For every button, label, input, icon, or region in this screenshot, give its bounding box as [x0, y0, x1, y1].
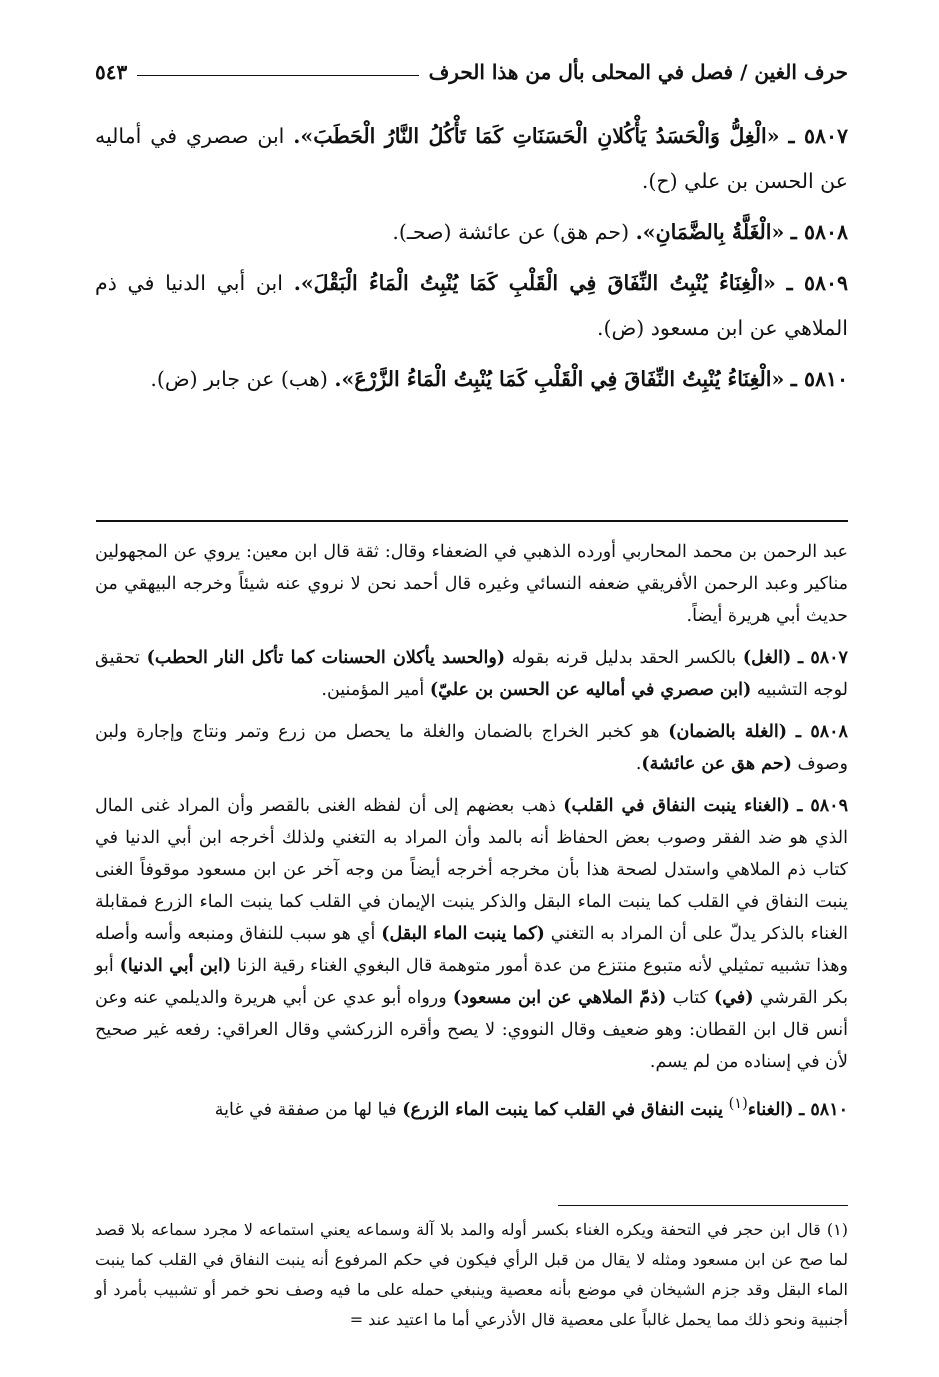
footnote-divider: [558, 1205, 848, 1206]
commentary-number: ٥٨٠٩ ـ: [797, 796, 848, 816]
hadith-5808: [95, 210, 848, 255]
commentary-lemma: (كما ينبت الماء البقل): [381, 924, 545, 944]
commentary-text: أمير المؤمنين.: [321, 680, 425, 700]
hadith-source: (حم هق) عن عائشة (صحـ).: [392, 220, 630, 244]
page-number: ٥٤٣: [95, 60, 128, 84]
hadith-list: [95, 114, 848, 408]
footnote-marker: (١): [728, 1095, 748, 1112]
commentary-continuation: عبد الرحمن بن محمد المحاربي أورده الذهبي في الضعفاء وقال: ثقة قال ابن معين: يروي عن المجهولين مناكير وعبد الرحمن الأفريقي ضعفه النسائي وغيره قال أحمد نحن لا نروي عنه شيئاً وخرجه البيهقي من حديث أبي هريرة أيضاً.: [95, 542, 848, 626]
commentary-lemma: (الغناء ينبت النفاق في القلب): [563, 796, 790, 816]
hadith-source: (هب) عن جابر (ض).: [150, 367, 328, 391]
commentary-text: كتاب: [672, 988, 708, 1008]
commentary-text: هو كخبر الخراج بالضمان والغلة ما يحصل من زرع وتمر ونتاج وإجارة ولبن وصوف: [95, 722, 848, 774]
commentary-5809: [95, 790, 848, 1078]
hadith-5810: [95, 357, 848, 402]
page-header: [95, 52, 848, 92]
hadith-source: ابن أبي الدنيا في ذم الملاهي عن ابن مسعود (ض).: [95, 271, 848, 340]
commentary-lemma: (والحسد يأكلان الحسنات كما تأكل النار الحطب): [146, 648, 506, 668]
hadith-text: «الْغِنَاءُ يُنْبِتُ النِّفَاقَ فِي الْقَلْبِ كَمَا يُنْبِتُ الْمَاءُ الزَّرْعَ».: [334, 367, 785, 391]
commentary-text: ورواه أبو عدي عن أبي هريرة والديلمي عنه وعن أنس قال ابن القطان: وهو ضعيف وقال النووي: لا يصح وأقره الزركشي وقال العراقي: رفعه غير صحيح لأن في إسناده من لم يسم.: [95, 988, 848, 1072]
hadith-5807: [95, 114, 848, 204]
hadith-text: «الْغِنَاءُ يُنْبِتُ النِّفَاقَ فِي الْقَلْبِ كَمَا يُنْبِتُ الْمَاءُ الْبَقْلَ».: [293, 271, 776, 295]
running-title: حرف الغين / فصل في المحلى بأل من هذا الحرف: [428, 60, 848, 84]
commentary: [95, 536, 848, 1136]
hadith-source: ابن صصري في أماليه عن الحسن بن علي (ح).: [95, 124, 848, 193]
commentary-text: ذهب بعضهم إلى أن لفظه الغنى بالقصر وأن المراد غنى المال الذي هو ضد الفقر وصوب بعض الحفاظ أنه بالمد وأن المراد به التغني ولذلك أخرجه ابن أبي الدنيا في كتاب ذم الملاهي واستدل لصحة هذا بأن مخرجه أخرجه أيضاً من وجه آخر عن ابن مسعود موقوفاً الغنى ينبت النفاق في القلب كما ينبت الماء البقل والذكر ينبت الإيمان في القلب كما ينبت الماء الزرع فمقابلة الغناء بالذكر يدلّ على أن المراد به التغني: [95, 796, 849, 944]
commentary-lemma: (الغناء: [747, 1099, 794, 1120]
hadith-5809: [95, 261, 848, 351]
commentary-lemma: ينبت النفاق في القلب كما ينبت الماء الزرع): [402, 1099, 724, 1120]
commentary-lemma: (الغلة بالضمان): [668, 722, 788, 742]
commentary-5810: [95, 1088, 848, 1126]
commentary-number: ٥٨٠٨ ـ: [795, 722, 848, 742]
hadith-number: ٥٨١٠ ـ: [790, 367, 848, 391]
book-page: [95, 52, 848, 1352]
commentary-text: .: [635, 754, 642, 774]
commentary-lemma: (ابن صصري في أماليه عن الحسن بن عليّ): [429, 680, 752, 700]
commentary-divider: [96, 520, 848, 522]
commentary-text: تحقيق لوجه التشبيه: [95, 648, 848, 700]
commentary-lemma: (حم هق عن عائشة): [641, 754, 792, 774]
footnote: (١) قال ابن حجر في التحفة ويكره الغناء بكسر أوله والمد بلا آلة وسماعه يعني استماعه لا مجرد سماعه بلا قصد لما صح عن ابن مسعود ومثله لا يقال من قبل الرأي فيكون في حكم المرفوع أنه ينبت النفاق في القلب كما ينبت الماء البقل وقد جزم الشيخان في موضع بأنه معصية وينبغي حمله على ما فيه وصف نحو خمر أو تشبيب بأمرد أو أجنبية ونحو ذلك مما يحمل غالباً على معصية قال الأذرعي أما ما اعتيد عند =: [95, 1220, 849, 1329]
commentary-lemma: (ابن أبي الدنيا): [119, 956, 232, 976]
commentary-lemma: (الغل): [742, 648, 792, 668]
commentary-number: ٥٨٠٧ ـ: [798, 648, 848, 668]
hadith-number: ٥٨٠٩ ـ: [786, 271, 848, 295]
commentary-5807: [95, 642, 848, 706]
hadith-number: ٥٨٠٨ ـ: [790, 220, 848, 244]
hadith-text: «الْغَلَّةُ بِالضَّمَانِ».: [635, 220, 785, 244]
commentary-lemma: (ذمّ الملاهي عن ابن مسعود): [452, 988, 667, 1008]
hadith-number: ٥٨٠٧ ـ: [788, 124, 848, 148]
hadith-text: «الْغِلُّ وَالْحَسَدُ يَأْكُلانِ الْحَسَنَاتِ كَمَا تَأْكُلُ النَّارُ الْحَطَبَ».: [293, 124, 780, 148]
commentary-text: بالكسر الحقد بدليل قرنه بقوله: [511, 648, 737, 668]
commentary-text: فيا لها من صفقة في غاية: [214, 1099, 397, 1120]
commentary-text: أي هو سبب للنفاق ومنبعه وأسه وأصله وهذا تشبيه تمثيلي لأنه متبوع منتزع من عدة أمور متوهمة قال البغوي الغناء رقية الزنا: [95, 924, 848, 976]
commentary-5808: [95, 716, 848, 780]
header-rule: [137, 75, 418, 76]
commentary-number: ٥٨١٠ ـ: [799, 1099, 848, 1120]
commentary-lemma: (في): [714, 988, 754, 1008]
commentary-text: أبو بكر القرشي: [95, 956, 848, 1008]
